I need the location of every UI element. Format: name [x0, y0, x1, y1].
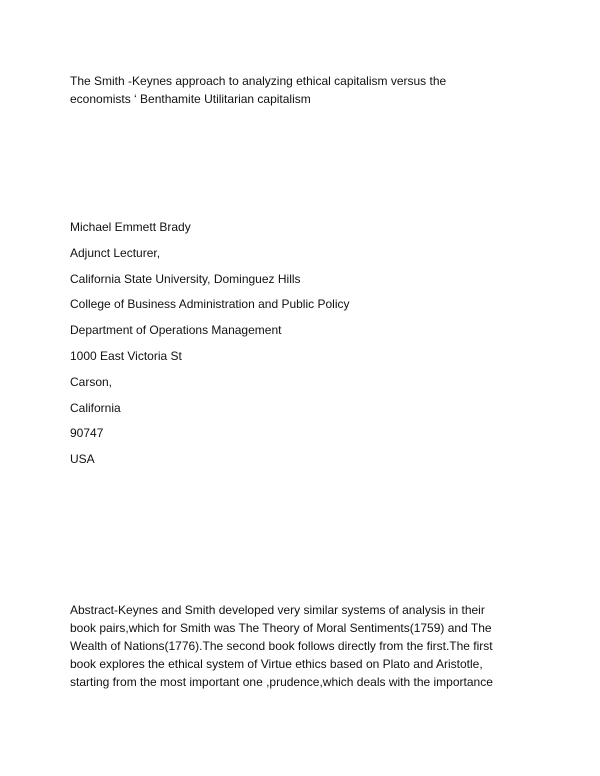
paper-title [70, 72, 540, 108]
author-university: California State University, Dominguez Hills [70, 271, 301, 286]
abstract-paragraph [70, 601, 540, 691]
author-name: Michael Emmett Brady [70, 220, 191, 234]
address-city: Carson, [70, 374, 113, 389]
author-position: Adjunct Lecturer, [70, 245, 161, 260]
abstract-line: book pairs,which for Smith was The Theory of Moral Sentiments(1759) and The [70, 621, 492, 635]
author-block [70, 219, 349, 477]
address-state: California [70, 400, 121, 415]
address-country: USA [70, 452, 95, 467]
address-street: 1000 East Victoria St [70, 348, 182, 363]
abstract-line: Wealth of Nations(1776).The second book follows directly from the first.The first [70, 639, 493, 653]
abstract-line: book explores the ethical system of Virtue ethics based on Plato and Aristotle, [70, 657, 483, 671]
abstract-line: starting from the most important one ,prudence,which deals with the importance [70, 675, 493, 689]
abstract-line: Abstract-Keynes and Smith developed very similar systems of analysis in their [70, 603, 485, 617]
author-department: Department of Operations Management [70, 323, 282, 338]
title-line-2: economists ‘ Benthamite Utilitarian capitalism [70, 92, 311, 106]
address-zip: 90747 [70, 426, 104, 441]
title-line-1: The Smith -Keynes approach to analyzing ethical capitalism versus the [70, 74, 447, 88]
author-college: College of Business Administration and Public Policy [70, 297, 350, 312]
